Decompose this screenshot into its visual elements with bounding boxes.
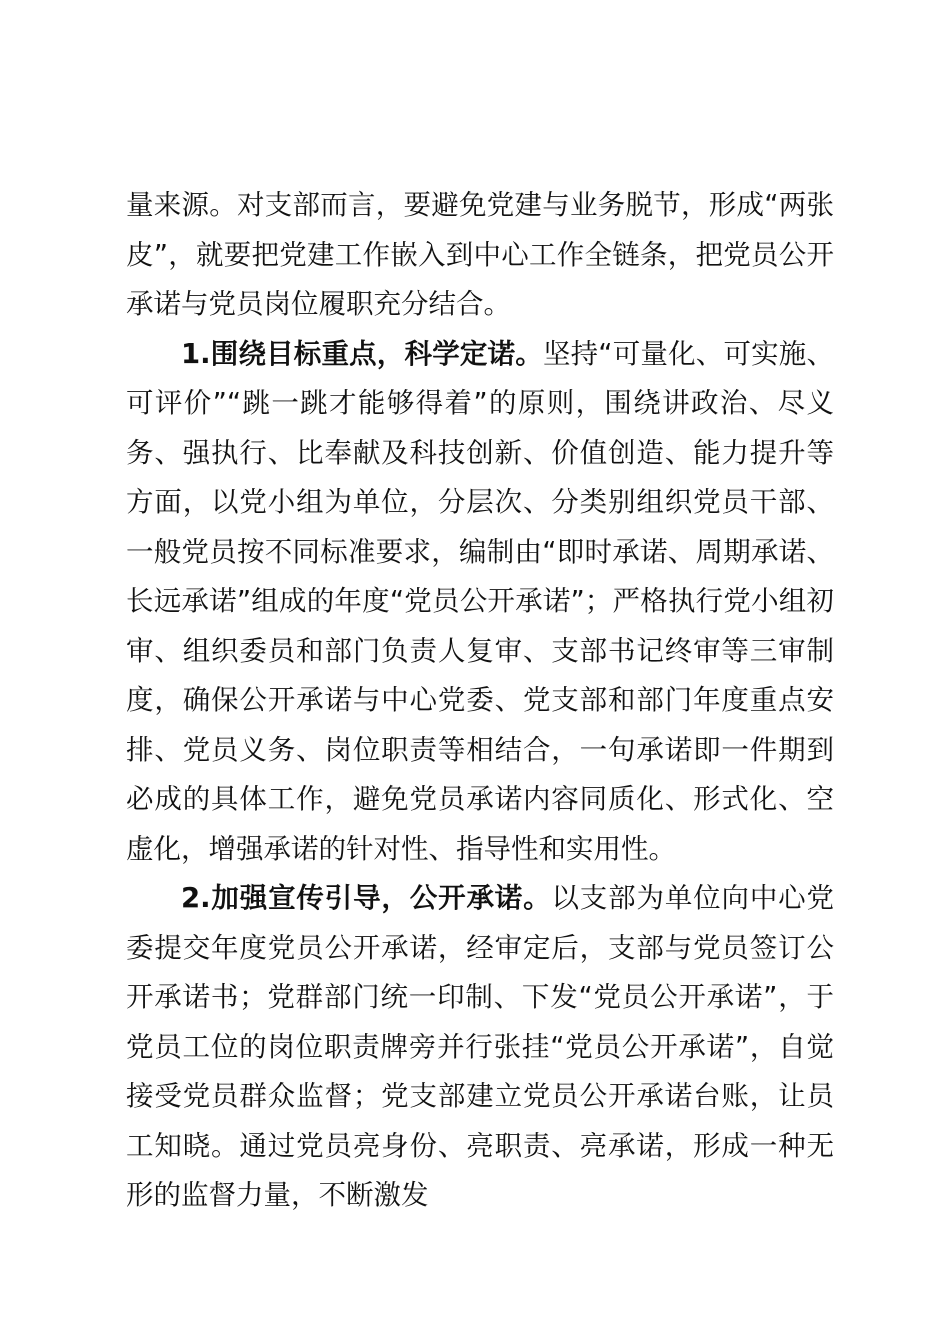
section-heading-2: 2.加强宣传引导，公开承诺。 xyxy=(181,882,552,914)
section-heading-1: 1.围绕目标重点，科学定诺。 xyxy=(181,337,543,370)
paragraph-text: 量来源。对支部而言，要避免党建与业务脱节，形成“两张皮”，就要把党建工作嵌入到中心工作全链条，把党员公开承诺与党员岗位履职充分结合。 xyxy=(126,189,834,320)
document-body xyxy=(126,181,834,1221)
paragraph-section-2 xyxy=(126,874,834,1221)
paragraph-text: 以支部为单位向中心党委提交年度党员公开承诺，经审定后，支部与党员签订公开承诺书；党群部门统一印制、下发“党员公开承诺”，于党员工位的岗位职责牌旁并行张挂“党员公开承诺”，自觉接受党员群众监督；党支部建立党员公开承诺台账，让员工知晓。通过党员亮身份、亮职责、亮承诺，形成一种无形的监督力量，不断激发 xyxy=(126,882,834,1211)
paragraph-text: 坚持“可量化、可实施、可评价”“跳一跳才能够得着”的原则，围绕讲政治、尽义务、强执行、比奉献及科技创新、价值创造、能力提升等方面，以党小组为单位，分层次、分类别组织党员干部、一般党员按不同标准要求，编制由“即时承诺、周期承诺、长远承诺”组成的年度“党员公开承诺”；严格执行党小组初审、组织委员和部门负责人复审、支部书记终审等三审制度，确保公开承诺与中心党委、党支部和部门年度重点安排、党员义务、岗位职责等相结合，一句承诺即一件期到必成的具体工作，避免党员承诺内容同质化、形式化、空虚化，增强承诺的针对性、指导性和实用性。 xyxy=(126,337,834,865)
paragraph-continuation xyxy=(126,181,834,330)
paragraph-section-1 xyxy=(126,330,834,875)
